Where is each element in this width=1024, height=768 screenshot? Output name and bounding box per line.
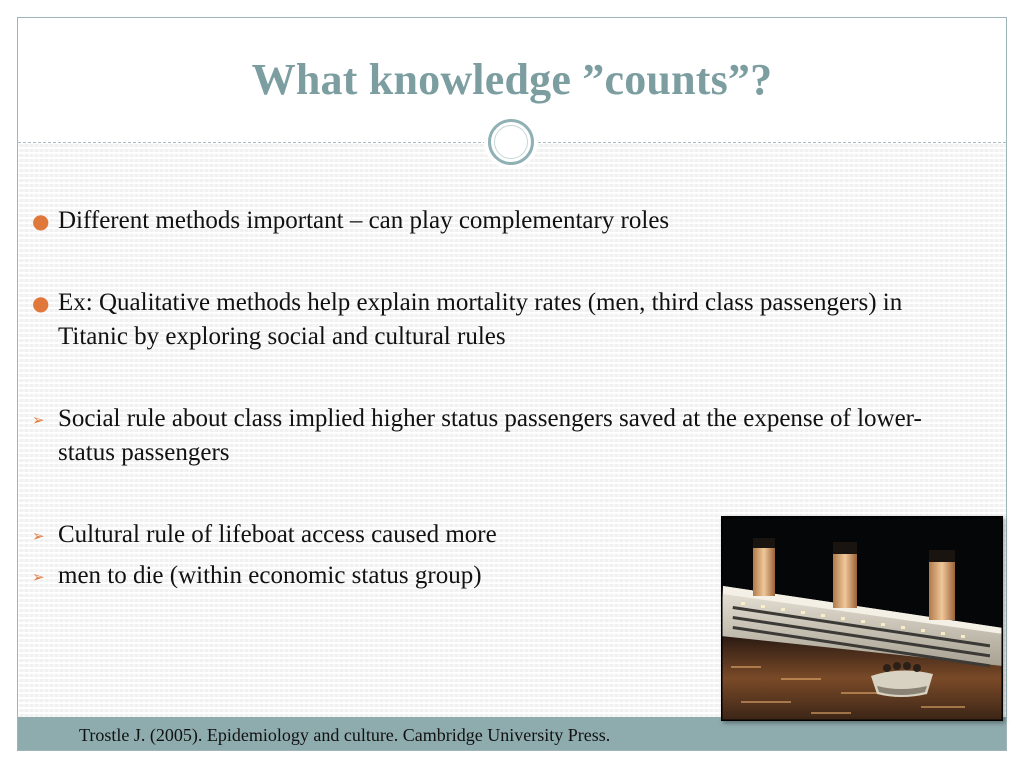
arrow-bullet-icon: ➢ xyxy=(32,411,45,429)
footer-band xyxy=(18,717,1006,750)
citation-text: Trostle J. (2005). Epidemiology and culture. Cambridge University Press. xyxy=(79,725,611,745)
arrow-bullet-icon: ➢ xyxy=(32,568,45,586)
bullet-dot-icon: ● xyxy=(32,291,50,315)
arrow-bullet-icon: ➢ xyxy=(32,527,45,545)
titanic-photo xyxy=(721,516,1003,721)
bullet-item xyxy=(32,402,952,470)
bullet-text: Cultural rule of lifeboat access caused more xyxy=(58,521,497,548)
ring-ornament-icon xyxy=(484,115,538,169)
titanic-illustration xyxy=(721,516,1003,721)
bullet-text: Different methods important – can play complementary roles xyxy=(58,207,670,234)
bullet-text: Social rule about class implied higher status passengers saved at the expense of lower-status passengers xyxy=(58,405,922,466)
bullet-item xyxy=(32,286,952,354)
bullet-text: men to die (within economic status group) xyxy=(58,562,482,589)
bullet-item xyxy=(32,204,952,238)
bullet-text: Ex: Qualitative methods help explain mortality rates (men, third class passengers) in Titanic by exploring social and cultural rules xyxy=(58,289,903,350)
bullet-dot-icon: ● xyxy=(32,209,50,233)
slide-title: What knowledge ”counts”? xyxy=(251,55,773,104)
ring-ornament-inner xyxy=(488,119,534,165)
